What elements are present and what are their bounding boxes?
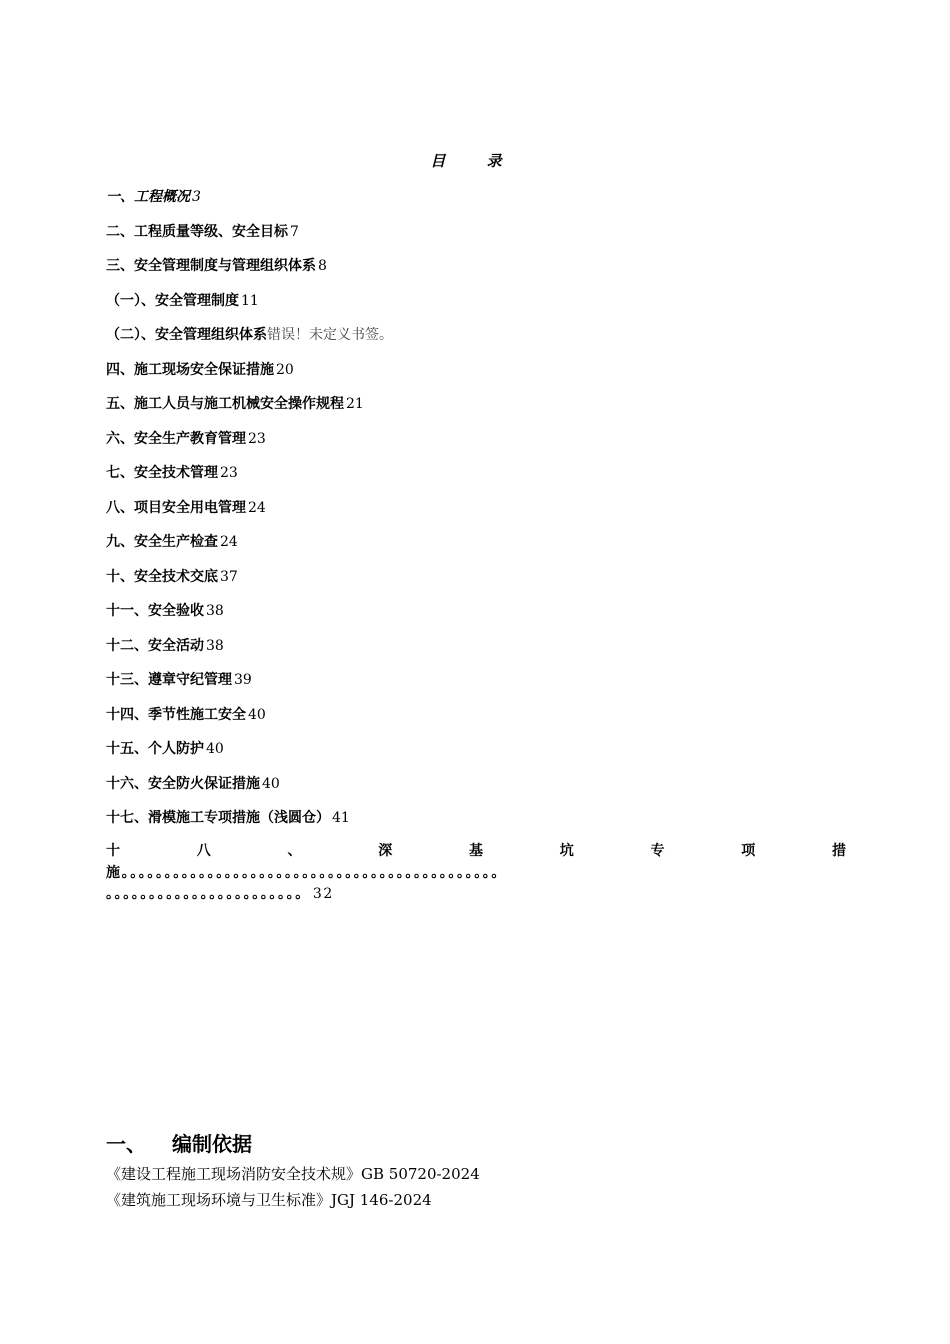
- toc-entry-text: 十三、遵章守纪管理: [106, 672, 232, 688]
- toc-entry-page: 40: [206, 741, 224, 757]
- toc-entry-page: 38: [206, 603, 224, 619]
- toc-entry[interactable]: [106, 773, 846, 808]
- toc-entry-text: 十二、安全活动: [106, 637, 204, 654]
- reference-list: [106, 1161, 480, 1213]
- reference-item: 《建设工程施工现场消防安全技术规》GB 50720-2024: [106, 1165, 480, 1183]
- toc-entry-error: 错误！未定义书签。: [267, 327, 393, 343]
- toc-entry-char: 项: [741, 843, 756, 859]
- toc-entry[interactable]: [106, 600, 846, 635]
- toc-entry-text: 八、项目安全用电管理: [106, 499, 246, 516]
- section-number: 一、: [106, 1132, 146, 1156]
- toc-entry[interactable]: [106, 807, 846, 842]
- toc-entry-text: 六、安全生产教育管理: [106, 430, 246, 447]
- toc-entry-page: 21: [346, 396, 364, 412]
- toc-entry-page: 41: [332, 810, 350, 826]
- toc-entry[interactable]: [106, 531, 846, 566]
- toc-entry[interactable]: [106, 428, 846, 463]
- toc-entry-page: 32: [312, 886, 334, 902]
- toc-entry-text: 四、施工现场安全保证措施: [106, 361, 274, 378]
- toc-leader-line: [106, 862, 846, 882]
- toc-entry-page: 40: [262, 775, 280, 792]
- toc-entry[interactable]: [106, 635, 846, 670]
- toc-entry[interactable]: [106, 738, 846, 773]
- toc-entry-char: 深: [378, 843, 393, 859]
- toc-entry-justified-title: [106, 840, 846, 862]
- toc-entry-page: 37: [220, 568, 238, 585]
- toc-entry-page: 24: [248, 499, 266, 516]
- toc-entry-page: 23: [248, 430, 266, 447]
- toc-entry[interactable]: [106, 221, 846, 256]
- toc-entry-page: 20: [276, 361, 294, 378]
- toc-entry-text: 七、安全技术管理: [106, 465, 218, 481]
- toc-leader-dots: 。。。。。。。。。。。。。。。。。。。。。。。。。。。。。。。。。。。。。。。。。。。。: [121, 865, 508, 881]
- toc-entry-page: 40: [248, 706, 266, 723]
- toc-entry[interactable]: [106, 669, 846, 704]
- toc-entry-text: （二）、安全管理组织体系: [106, 327, 267, 343]
- toc-entry-page: 8: [318, 258, 327, 274]
- toc-entry-page: 39: [234, 672, 252, 688]
- toc-leader-line: [106, 882, 846, 906]
- toc-title: 目 录: [430, 152, 520, 170]
- toc-entry-text: 一、工程概况: [106, 189, 190, 205]
- toc-entry[interactable]: [106, 497, 846, 532]
- toc-entry-char: 坑: [559, 843, 574, 859]
- toc-list: [106, 186, 846, 842]
- toc-entry-text: 十七、滑模施工专项措施（浅圆仓）: [106, 810, 330, 826]
- toc-entry[interactable]: [106, 359, 846, 394]
- toc-entry[interactable]: [106, 255, 846, 290]
- toc-entry-char: 、: [287, 843, 302, 859]
- toc-entry-page: 38: [206, 637, 224, 654]
- section-heading: [106, 1128, 252, 1157]
- toc-leader-dots: 。。。。。。。。。。。。。。。。。。。。。。。: [106, 886, 311, 902]
- toc-entry-deep-foundation-pit[interactable]: [106, 840, 846, 906]
- toc-entry-char: 十: [106, 843, 120, 859]
- toc-entry-text: 十、安全技术交底: [106, 568, 218, 585]
- toc-entry-char: 施: [106, 865, 122, 881]
- toc-entry[interactable]: [106, 566, 846, 601]
- toc-entry-char: 八: [196, 843, 211, 859]
- toc-entry-text: 十四、季节性施工安全: [106, 706, 246, 723]
- reference-item: 《建筑施工现场环境与卫生标准》JGJ 146-2024: [106, 1191, 432, 1209]
- toc-entry-text: 三、安全管理制度与管理组织体系: [106, 258, 316, 274]
- toc-entry-text: 十六、安全防火保证措施: [106, 775, 260, 792]
- toc-entry-text: （一）、安全管理制度: [106, 292, 239, 309]
- toc-entry-char: 专: [650, 843, 665, 859]
- toc-entry-char: 措: [832, 843, 846, 859]
- toc-entry-text: 十五、个人防护: [106, 741, 204, 757]
- toc-entry[interactable]: [106, 290, 846, 325]
- toc-entry-page: 3: [192, 189, 201, 205]
- toc-entry-text: 十一、安全验收: [106, 603, 204, 619]
- toc-entry-page: 23: [220, 465, 238, 481]
- toc-entry-text: 九、安全生产检查: [106, 534, 218, 550]
- toc-entry-page: 7: [290, 223, 299, 240]
- toc-entry[interactable]: [106, 324, 846, 359]
- toc-entry[interactable]: [106, 186, 846, 221]
- toc-entry[interactable]: [106, 704, 846, 739]
- toc-entry-text: 二、工程质量等级、安全目标: [106, 223, 288, 240]
- toc-entry-text: 五、施工人员与施工机械安全操作规程: [106, 396, 344, 412]
- toc-entry[interactable]: [106, 462, 846, 497]
- toc-entry-page: 11: [241, 292, 259, 309]
- toc-entry-char: 基: [469, 843, 483, 859]
- toc-entry-page: 24: [220, 534, 238, 550]
- toc-entry[interactable]: [106, 393, 846, 428]
- section-title: 编制依据: [172, 1132, 252, 1156]
